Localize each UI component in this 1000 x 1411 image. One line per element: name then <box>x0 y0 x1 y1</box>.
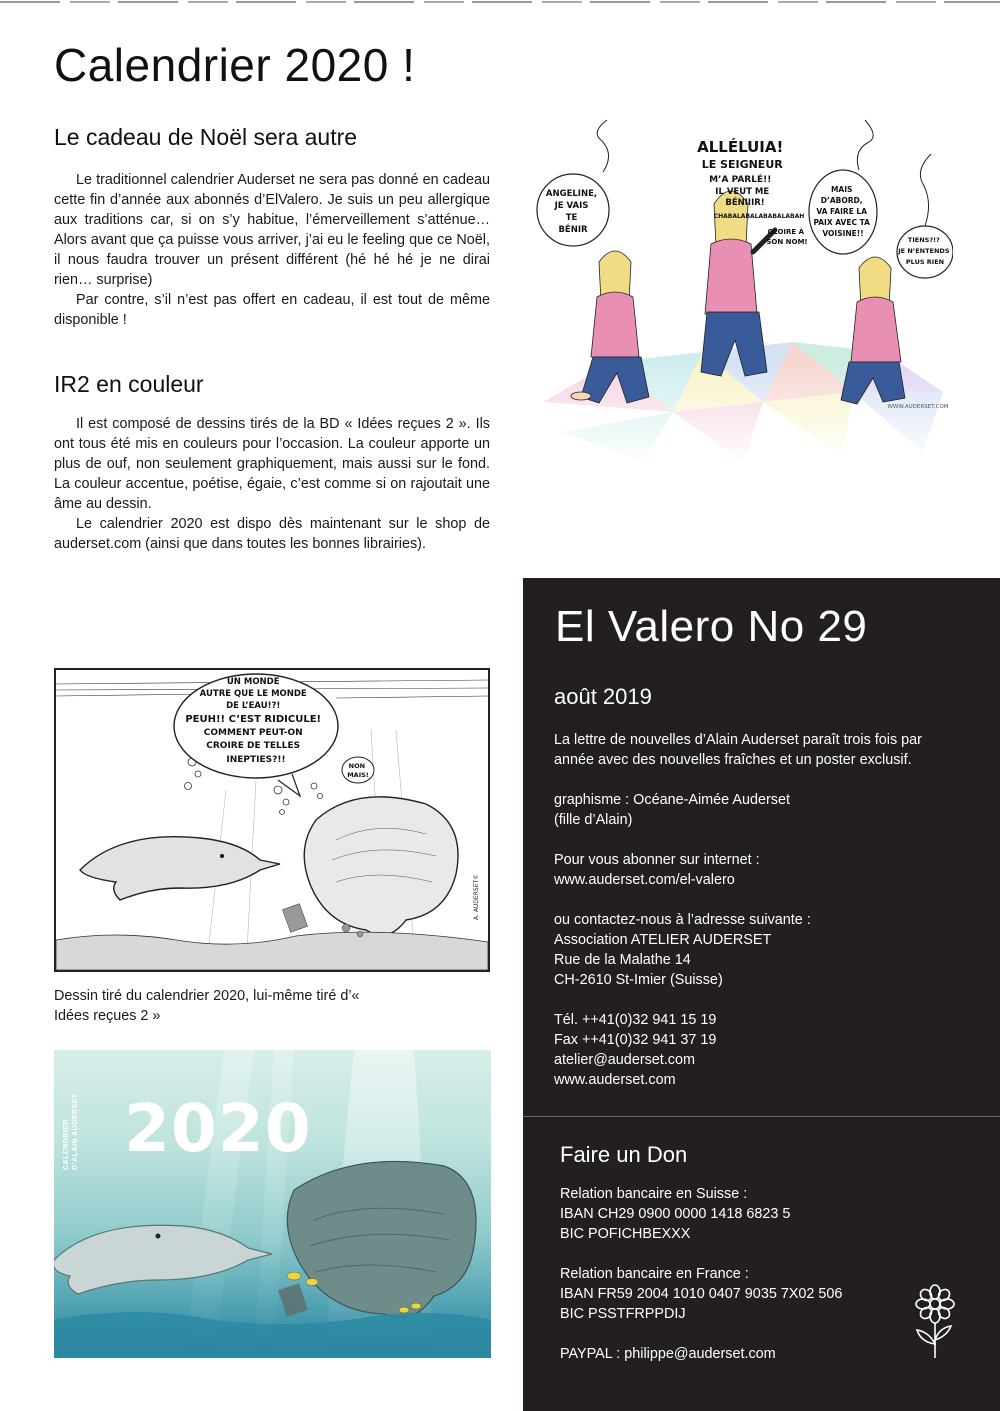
small-bubble-line: MAIS! <box>347 771 369 779</box>
contact-line: CH-2610 St-Imier (Suisse) <box>554 972 723 988</box>
paypal-line[interactable]: PAYPAL : philippe@auderset.com <box>560 1346 776 1362</box>
comic-speech-line: INEPTIES?!! <box>226 755 286 765</box>
contact-line: Rue de la Malathe 14 <box>554 952 691 968</box>
bubble-right-line: VA FAIRE LA <box>816 207 868 216</box>
bank-line: Relation bancaire en France : <box>560 1266 749 1282</box>
email-link[interactable]: atelier@auderset.com <box>554 1052 695 1068</box>
paragraph: Le calendrier 2020 est dispo dès maintenant sur le shop de auderset.com (ainsi que dans toutes les bonnes librairies). <box>54 516 490 552</box>
gloire-line: GLOIRE À <box>767 228 805 236</box>
bubble-left-line: JE VAIS <box>554 201 589 211</box>
bubble-far-right-line: JE N’ENTENDS <box>898 247 950 255</box>
paragraph: Le traditionnel calendrier Auderset ne sera pas donné en cadeau cette fin d’année aux abonnés d’ElValero. Je suis un peu allergique aux traditions car, si on s’y habitue, l’émerveillement s’atténue… Alors avant que ça puisse vous arriver, j’ai eu le feeling que ce Noël, il nous faudra trouver un présent différent (hé hé hé je ne dirai rien… surprise) <box>54 172 490 288</box>
section-body-cadeau <box>54 170 490 330</box>
panel-divider <box>523 1116 1000 1117</box>
section-title-cadeau: Le cadeau de Noël sera autre <box>54 124 358 150</box>
phone-line: Tél. ++41(0)32 941 15 19 <box>554 1012 717 1028</box>
paragraph: Par contre, s’il n’est pas offert en cadeau, il est tout de même disponible ! <box>54 292 490 328</box>
calendar-side-line: CALENDRIER <box>63 1119 70 1170</box>
graphisme-block <box>554 790 964 830</box>
bubble-far-right-line: TIENS?!? <box>907 236 940 244</box>
don-title: Faire un Don <box>560 1142 688 1167</box>
el-valero-intro: La lettre de nouvelles d’Alain Auderset paraît trois fois par année avec des nouvelles fraîches et un poster exclusif. <box>554 732 922 768</box>
bubble-left-line: TE <box>565 213 578 223</box>
bank-line: BIC PSSTFRPPDIJ <box>560 1306 686 1322</box>
svg-text:NON MAIS! <box>347 762 369 779</box>
shout-line: BÉNIIIR! <box>725 198 765 208</box>
bubble-right-line: D’ABORD, <box>820 196 863 205</box>
comic-speech-line: CROIRE DE TELLES <box>206 741 301 751</box>
el-valero-date: août 2019 <box>554 684 652 709</box>
bubble-far-right-line: PLUS RIEN <box>905 258 945 266</box>
small-bubble-line: NON <box>348 762 366 770</box>
bubble-right-line: PAIX AVEC TA <box>813 218 870 227</box>
svg-text:GLOIRE À SON NOM! <box>766 227 807 246</box>
comic-speech-line: UN MONDE <box>226 677 280 687</box>
bank-line: IBAN CH29 0900 0000 1418 6823 5 <box>560 1206 791 1222</box>
bubble-left-line: BÉNIR <box>558 225 588 235</box>
contact-block <box>554 910 964 990</box>
comic-speech-line: DE L’EAU!?! <box>226 701 281 711</box>
flower-icon <box>911 1284 959 1360</box>
bubble-right-line: MAIS <box>830 185 853 194</box>
comic-signature: A. AUDERSET© <box>473 873 480 920</box>
bank-suisse-block <box>560 1184 960 1244</box>
shout-line: IL VEUT ME <box>715 187 770 197</box>
top-header-strip <box>0 0 1000 6</box>
bubble-left-line: ANGELINE, <box>545 189 598 199</box>
contact-line: Association ATELIER AUDERSET <box>554 932 772 948</box>
page-title: Calendrier 2020 ! <box>54 39 416 91</box>
calendar-side-label <box>62 1093 80 1170</box>
el-valero-title: El Valero No 29 <box>555 602 868 651</box>
graphisme-line: graphisme : Océane-Aimée Auderset <box>554 792 790 808</box>
calendar-side-line: D’ALAIN AUDERSET <box>72 1093 79 1170</box>
don-info <box>560 1184 960 1384</box>
gloire-line: SON NOM! <box>766 238 808 246</box>
shout-line: ALLÉLUIA! <box>697 138 784 156</box>
calendar-year: 2020 <box>124 1090 312 1167</box>
section-body-ir2 <box>54 414 490 554</box>
bank-france-block <box>560 1264 960 1324</box>
abonnement-link[interactable]: www.auderset.com/el-valero <box>554 872 735 888</box>
section-title-ir2: IR2 en couleur <box>54 371 204 397</box>
fax-line: Fax ++41(0)32 941 37 19 <box>554 1032 717 1048</box>
comic-speech-line: PEUH!! C’EST RIDICULE! <box>185 714 322 725</box>
cartoon-signature: WWW.AUDERSET.COM <box>887 404 949 410</box>
dolphin-painting <box>54 1225 272 1294</box>
svg-text:ALLÉLUIA! LE SEIGNEUR <box>697 137 789 208</box>
comic-underwater <box>54 668 490 972</box>
comic-speech-line: AUTRE QUE LE MONDE <box>199 689 307 699</box>
comic-caption: Dessin tiré du calendrier 2020, lui-même tiré d’« Idées reçues 2 » <box>54 988 360 1024</box>
shout-line: M’A PARLÉ!! <box>709 175 772 185</box>
abonnement-block <box>554 850 964 890</box>
calendar-cover <box>54 1050 491 1358</box>
bank-line: Relation bancaire en Suisse : <box>560 1186 748 1202</box>
bubble-right-line: VOISINE!! <box>822 229 864 238</box>
coordonnees-block <box>554 1010 964 1090</box>
comic-speech-line: COMMENT PEUT-ON <box>203 728 303 738</box>
babble-text: CHABALABALABABALABAH <box>713 213 805 220</box>
abonnement-line: Pour vous abonner sur internet : <box>554 852 760 868</box>
cartoon-praying-women <box>523 112 953 467</box>
paragraph: Il est composé de dessins tirés de la BD « Idées reçues 2 ». Ils ont tous été mis en couleurs pour l’occasion. La couleur apporte un plus de ouf, non seulement graphiquement, mais aussi sur le fond. La couleur accentue, poétise, égaie, c’est comme si on rajoutait une âme au dessin. <box>54 416 490 512</box>
contact-line: ou contactez-nous à l’adresse suivante : <box>554 912 811 928</box>
bank-line: BIC POFICHBEXXX <box>560 1226 691 1242</box>
el-valero-panel <box>523 578 1000 1411</box>
graphisme-line: (fille d’Alain) <box>554 812 633 828</box>
comic-drawing <box>56 670 488 970</box>
website-link[interactable]: www.auderset.com <box>554 1072 676 1088</box>
el-valero-info <box>554 730 964 1110</box>
bank-line: IBAN FR59 2004 1010 0407 9035 7X02 506 <box>560 1286 843 1302</box>
shout-line: LE SEIGNEUR <box>701 158 783 171</box>
